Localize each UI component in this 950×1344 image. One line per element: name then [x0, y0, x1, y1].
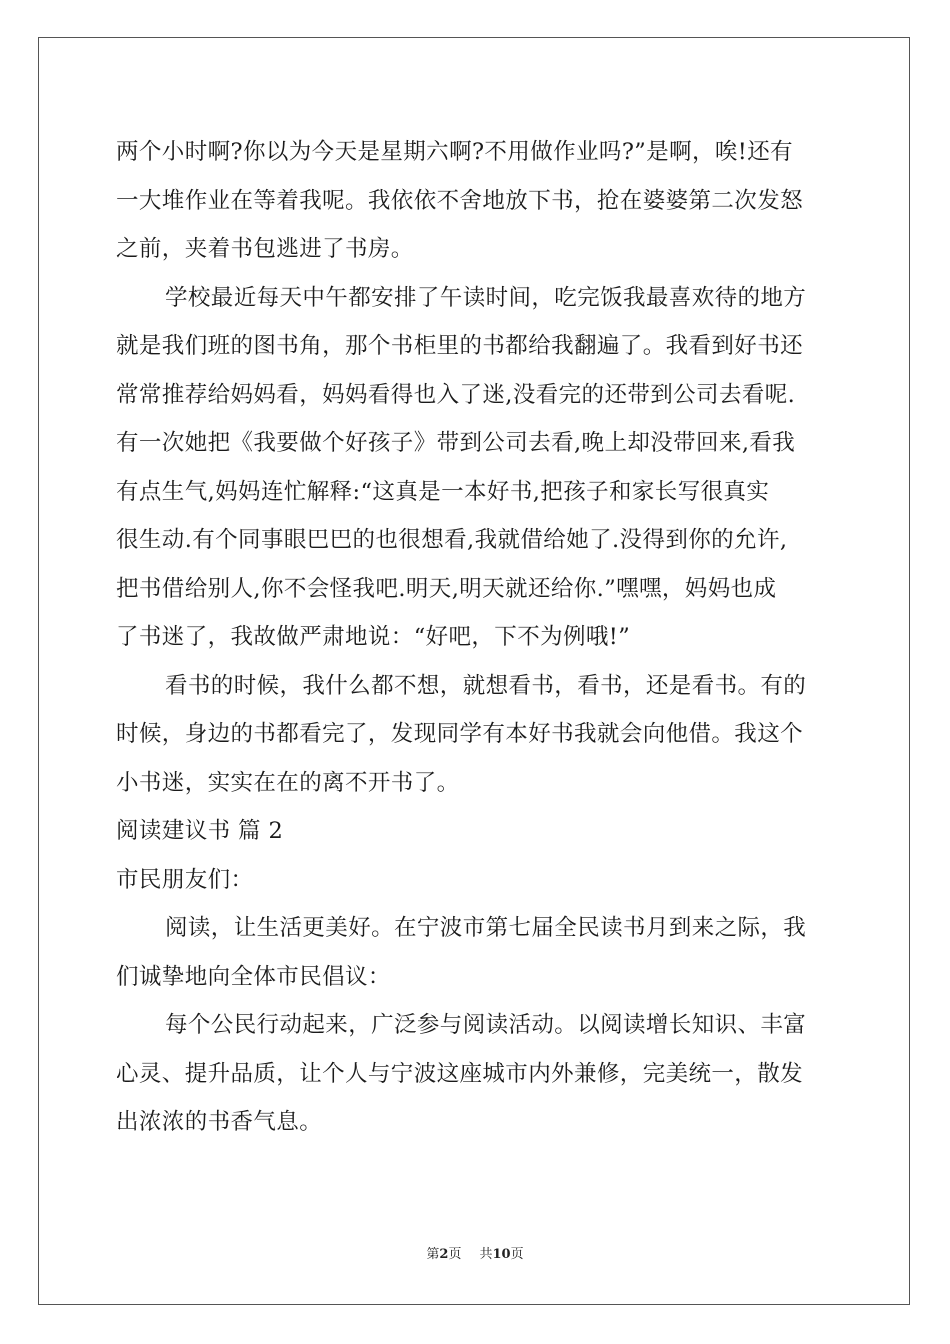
footer-total-prefix: 共 — [479, 1247, 493, 1262]
paragraph-line: 就是我们班的图书角，那个书柜里的书都给我翻遍了。我看到好书还 — [116, 333, 804, 359]
paragraph-line: 一大堆作业在等着我呢。我依依不舍地放下书，抢在婆婆第二次发怒 — [116, 187, 804, 214]
page-footer — [0, 1247, 950, 1263]
footer-page-prefix: 第 — [426, 1247, 440, 1262]
footer-page-number: 2 — [439, 1247, 449, 1262]
paragraph-line: 之前，夹着书包逃进了书房。 — [116, 236, 414, 262]
footer-page-suffix: 页 — [448, 1247, 462, 1262]
paragraph-line: 有点生气,妈妈连忙解释:“这真是一本好书,把孩子和家长写很真实 — [116, 478, 770, 505]
document-body — [116, 128, 834, 1147]
footer-total-pages: 10 — [492, 1247, 511, 1262]
paragraph-line: 出浓浓的书香气息。 — [116, 1109, 323, 1135]
paragraph-line: 时候，身边的书都看完了，发现同学有本好书我就会向他借。我这个 — [116, 721, 804, 747]
paragraph-line: 两个小时啊?你以为今天是星期六啊?不用做作业吗?”是啊，唉!还有 — [116, 139, 794, 165]
paragraph-line: 看书的时候，我什么都不想，就想看书，看书，还是看书。有的 — [165, 672, 807, 699]
paragraph-line: 很生动.有个同事眼巴巴的也很想看,我就借给她了.没得到你的允许, — [116, 527, 788, 553]
paragraph-line: 了书迷了，我故做严肃地说：“好吧，下不为例哦!” — [116, 624, 631, 650]
salutation: 市民朋友们： — [116, 866, 254, 893]
paragraph-line: 每个公民行动起来，广泛参与阅读活动。以阅读增长知识、丰富 — [165, 1012, 807, 1038]
paragraph-line: 把书借给别人,你不会怪我吧.明天,明天就还给你.”嘿嘿，妈妈也成 — [116, 575, 777, 602]
paragraph-line: 阅读，让生活更美好。在宁波市第七届全民读书月到来之际，我 — [165, 915, 807, 941]
footer-total-suffix: 页 — [510, 1247, 524, 1262]
paragraph-line: 常常推荐给妈妈看，妈妈看得也入了迷,没看完的还带到公司去看呢. — [116, 381, 796, 408]
paragraph-line: 心灵、提升品质，让个人与宁波这座城市内外兼修，完美统一，散发 — [116, 1060, 804, 1087]
paragraph-line: 有一次她把《我要做个好孩子》带到公司去看,晚上却没带回来,看我 — [116, 430, 796, 456]
paragraph-line: 学校最近每天中午都安排了午读时间，吃完饭我最喜欢待的地方 — [165, 284, 807, 311]
paragraph-line: 小书迷，实实在在的离不开书了。 — [116, 769, 460, 796]
section-heading: 阅读建议书 篇 2 — [116, 818, 284, 844]
paragraph-line: 们诚挚地向全体市民倡议： — [116, 963, 391, 990]
